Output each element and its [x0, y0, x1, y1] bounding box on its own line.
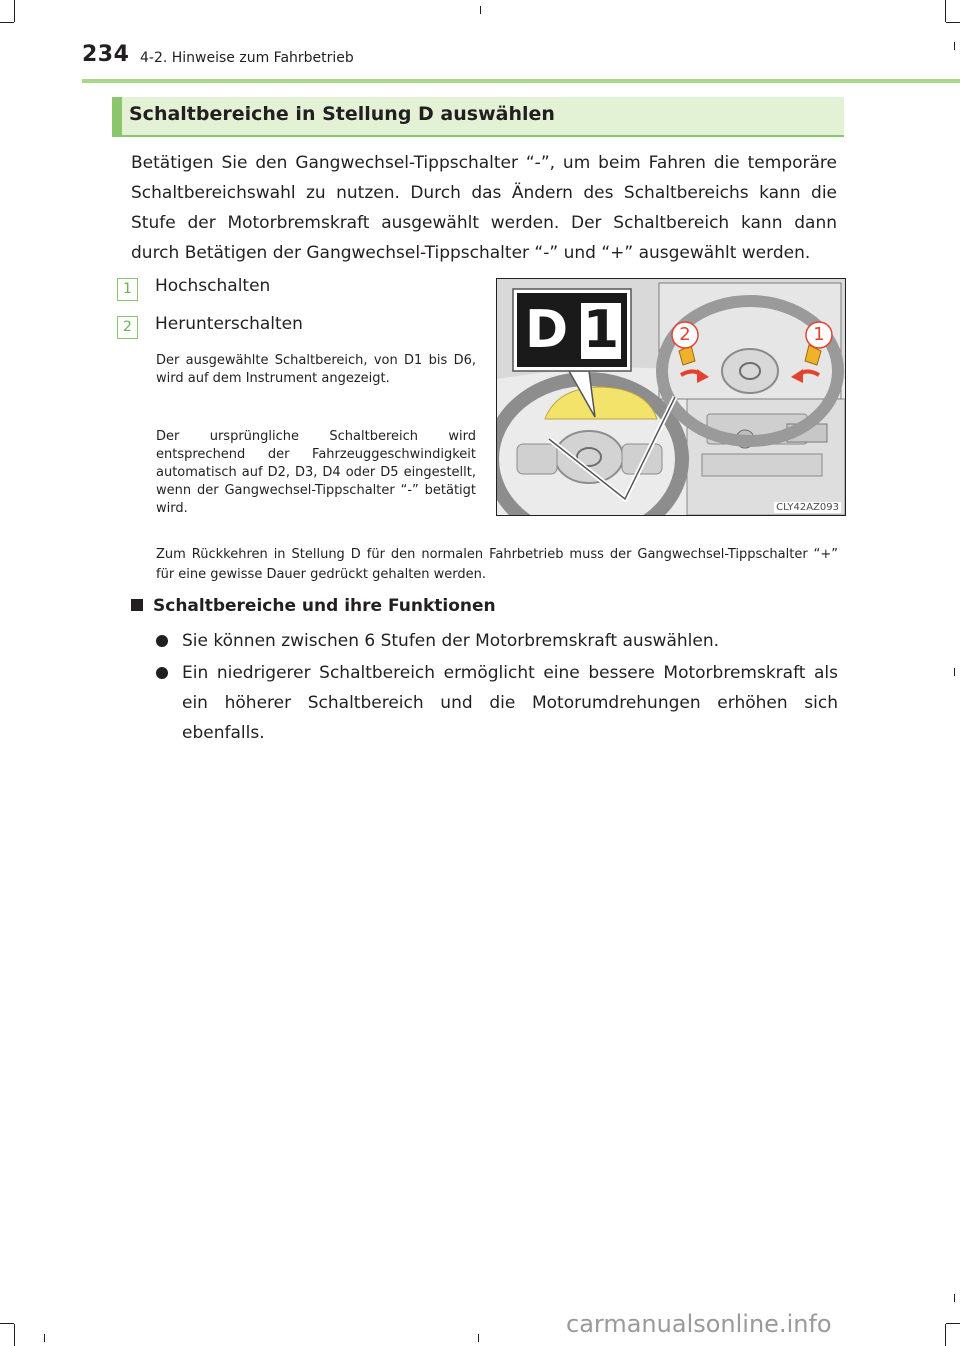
- callout-downshift: 2: [679, 324, 691, 345]
- crop-mark: [0, 22, 14, 23]
- note-display: Der ausgewählte Schaltbereich, von D1 bis D6, wird auf dem Instrument angezeigt.: [156, 353, 476, 386]
- section-title: 4-2. Hinweise zum Fahrbetrieb: [140, 50, 354, 66]
- item-number-badge: 2: [117, 316, 138, 339]
- crop-mark: [480, 6, 481, 14]
- item-label: Hochschalten: [155, 276, 271, 296]
- heading-accent: [112, 97, 122, 135]
- item-number-badge: 1: [117, 278, 138, 301]
- note-auto-range: Der ursprüngliche Schaltbereich wird entsprechend der Fahrzeuggeschwindigkeit automatisch auf D2, D3, D4 oder D5 eingestellt, wenn der Gangwechsel-Tippschalter “-” betätigt wird.: [156, 429, 476, 516]
- crop-mark: [946, 22, 960, 23]
- crop-mark: [954, 42, 955, 50]
- crop-mark: [954, 1294, 955, 1302]
- bullet-item: [156, 658, 838, 748]
- header-rule: [82, 79, 960, 83]
- crop-mark: [478, 1334, 479, 1342]
- steering-wheel-illustration: [496, 278, 846, 516]
- display-letter: D: [525, 300, 569, 360]
- bullet-dot-icon: [156, 667, 168, 679]
- crop-mark: [44, 1334, 45, 1342]
- crop-mark: [945, 1324, 946, 1346]
- intro-paragraph: Betätigen Sie den Gangwechsel-Tippschalter “-”, um beim Fahren die temporäre Schaltbereichswahl zu nutzen. Durch das Ändern des Schaltbereichs kann die Stufe der Motorbremskraft ausgewählt werden. Der Schaltbereich kann dann durch Betätigen der Gangwechsel-Tippschalter “-” und “+” ausgewählt werden.: [131, 153, 837, 263]
- bullet-item: [156, 626, 838, 656]
- section-heading: Schaltbereiche in Stellung D auswählen: [129, 103, 555, 125]
- section-heading-bar: [112, 97, 844, 137]
- watermark: carmanualsonline.info: [566, 1310, 832, 1338]
- bullet-text: Sie können zwischen 6 Stufen der Motorbremskraft auswählen.: [182, 631, 720, 651]
- subsection-heading: [131, 596, 496, 616]
- crop-mark: [14, 0, 15, 22]
- crop-mark: [14, 1324, 15, 1346]
- subsection-title: Schaltbereiche und ihre Funktionen: [153, 596, 496, 616]
- figure-code: CLY42AZ093: [776, 502, 839, 513]
- page-number: 234: [82, 42, 130, 67]
- crop-mark: [954, 668, 955, 676]
- bullet-text: Ein niedrigerer Schaltbereich ermöglicht eine bessere Motorbremskraft als ein höherer Schaltbereich und die Motorumdrehungen erhöhen sich ebenfalls.: [182, 663, 838, 743]
- note-return-d: Zum Rückkehren in Stellung D für den normalen Fahrbetrieb muss der Gangwechsel-Tippschalter “+” für eine gewisse Dauer gedrückt gehalten werden.: [156, 547, 838, 582]
- callout-upshift: 1: [813, 324, 825, 345]
- bullet-dot-icon: [156, 635, 168, 647]
- item-label: Herunterschalten: [155, 314, 303, 334]
- crop-mark: [0, 1323, 14, 1324]
- crop-mark: [945, 0, 946, 22]
- display-number: 1: [582, 300, 620, 360]
- square-bullet-icon: [131, 599, 143, 611]
- crop-mark: [946, 1323, 960, 1324]
